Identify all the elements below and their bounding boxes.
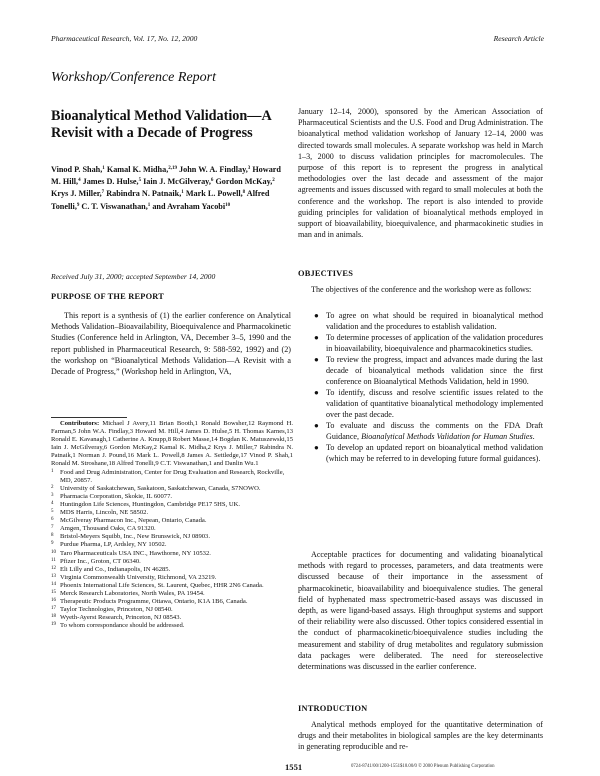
footer-code: 0724-8741/00/1200-1551$18.00/0 © 2000 Plenum Publishing Corporation [351, 764, 495, 769]
affiliation-text: Wyeth-Ayerst Research, Princeton, NJ 08543. [60, 614, 182, 622]
affiliation-text: Therapeutic Products Programme, Ottawa, Ontario, K1A 1B6, Canada. [60, 598, 248, 606]
affiliation-number: 15 [51, 589, 56, 595]
running-header-journal: Pharmaceutical Research, Vol. 17, No. 12, 2000 [51, 34, 198, 43]
affiliation-item [51, 525, 293, 533]
affiliation-item [51, 509, 293, 517]
objective-text: To evaluate and discuss the comments on the FDA Draft Guidance, [326, 420, 543, 441]
author-list [51, 164, 291, 213]
affiliation-number: 19 [51, 622, 56, 628]
bullet-icon: ● [314, 443, 319, 453]
author-name: Mark L. Powell, [185, 189, 243, 199]
affiliation-list [51, 469, 293, 631]
affiliation-item [51, 485, 293, 493]
affiliation-item [51, 541, 293, 549]
author-affiliation-mark: 3 [247, 166, 251, 171]
affiliation-number: 3 [51, 492, 54, 498]
affiliation-text: To whom correspondance should be addressed. [60, 622, 185, 630]
affiliation-number: 17 [51, 606, 56, 612]
author-affiliation-mark: 8 [242, 190, 246, 196]
affiliation-item [51, 517, 293, 525]
author-affiliation-mark: 2,19 [168, 166, 177, 171]
author-affiliation-mark: 6 [210, 178, 214, 184]
article-title: Bioanalytical Method Validation—A Revisit with a Decade of Progress [51, 108, 271, 141]
affiliation-text: Virginia Commonwealth University, Richmond, VA 23219. [60, 573, 217, 581]
author-affiliation-mark: 10 [225, 202, 231, 208]
affiliation-number: 11 [51, 557, 56, 563]
footnotes [51, 420, 293, 630]
affiliation-number: 8 [51, 533, 54, 539]
objective-item [312, 443, 543, 465]
affiliation-text: Pfizer Inc., Groton, CT 06340. [60, 557, 141, 565]
affiliation-item [51, 550, 293, 558]
objectives-intro: The objectives of the conference and the workshop were as follows: [311, 285, 532, 294]
objectives-list [312, 311, 543, 465]
purpose-continued: January 12–14, 2000), sponsored by the American Association of Pharmaceutical Scientists and the U.S. Food and Drug Administration. The bioanalytical method validation workshop of January 12–14, 2000 was directed towards small molecules. A separate workshop was held in March 1–3, 2000 to discuss validation principles for macromolecules. The purpose of this report is to represent the progress in analytical methodologies over the last decade and assessment of the major agreements and issues discussed with regard to small molecules at both the conference and the workshop. The report is also intended to provide guiding principles for validation of bioanalytical methods employed in support of bioavailability, bioequivalence, and pharmacokinetic studies in man and in animals. [298, 107, 543, 240]
author-affiliation-mark: 9 [76, 202, 80, 208]
author-name: Rabindra N. Patnaik, [106, 189, 182, 199]
page-number: 1551 [285, 762, 303, 772]
affiliation-number: 5 [51, 509, 54, 515]
author-name: John W. A. Findlay, [179, 165, 248, 174]
objectives-heading: OBJECTIVES [298, 269, 354, 278]
affiliation-number: 1 [51, 468, 54, 474]
affiliation-text: Taylor Technologies, Princeton, NJ 08540. [60, 606, 173, 614]
affiliation-number: 7 [51, 525, 54, 531]
footnote-rule [51, 417, 127, 418]
author-affiliation-mark: 7 [101, 190, 105, 196]
affiliation-item [51, 614, 293, 622]
author-name: Krys J. Miller, [51, 189, 102, 199]
received-date: Received July 31, 2000; accepted September 14, 2000 [51, 272, 216, 281]
affiliation-item [51, 558, 293, 566]
affiliation-number: 2 [51, 484, 54, 490]
affiliation-text: Phoenix International Life Sciences, St. Laurent, Quebec, HHR 2N6 Canada. [60, 581, 264, 589]
acceptable-practices-paragraph: Acceptable practices for documenting and validating bioanalytical methods with regard to processes, parameters, and data treatments were discussed because of their importance in the assessment of pharmacokinetic, bioavailability and bioequivalence studies. The general field of hyphenated mass spectrometric-based assays was discussed in depth, as were ligand-based assays. High throughput systems and support of their reliability were also discussed. Other topics considered essential in the conduct of pharmacokinetic/bioequivalence studies including the measurement and stability of drug metabolites and regulatory submission data packages were deliberated. The need for stereoselective determinations was discussed in the earlier conference. [298, 550, 543, 672]
affiliation-item [51, 501, 293, 509]
author-name: Howard M. Hill, [51, 165, 281, 187]
affiliation-item [51, 533, 293, 541]
author-affiliation-mark: 5 [138, 178, 142, 184]
affiliation-number: 13 [51, 573, 56, 579]
affiliation-text: Taro Pharmaceuticals USA INC., Hawthorne, NY 10532. [60, 549, 211, 557]
objective-item [312, 311, 543, 333]
affiliation-item [51, 622, 293, 630]
bullet-icon: ● [314, 311, 319, 320]
affiliation-item [51, 606, 293, 614]
objective-text: To identify, discuss and resolve scientific issues related to the validation of quantitative bioanalytical methodology implemented over the past decade. [326, 388, 543, 419]
affiliation-item [51, 574, 293, 582]
author-name: C. T. Viswanathan, [81, 201, 148, 211]
affiliation-text: MDS Harris, Lincoln, NE 58502. [60, 509, 149, 517]
author-name: Kamal K. Midha, [106, 165, 169, 174]
author-affiliation-mark: 1 [147, 202, 151, 208]
objective-item [312, 388, 543, 420]
bullet-icon: ● [314, 420, 319, 430]
affiliation-text: Merck Research Laboratories, North Wales, PA 19454. [60, 589, 205, 597]
affiliation-text: Bristol-Meyers Squibb, Inc., New Brunswick, NJ 08903. [60, 533, 210, 541]
contributors-names: Michael J Avery,11 Brian Booth,1 Ronald Bowsher,12 Raymond H. Farman,5 John W.A. Findlay,3 Howard M. Hill,4 James D. Hulse,5 H. Thomas Karnes,13 Ronald E. Kavanagh,1 Catherine A. Knupp,8 Robert Masse,14 Bogdan K. Matuszewski,15 Iain J. McGilveray,6 Gordon McKay,2 Kamal K. Midha,2 Krys J. Miller,7 Rabindra N. Patnaik,1 Norman J. Pound,16 Mark L. Powell,8 James A. Settledge,17 Vinod P. Shah,1 Ronald M. Stroshane,18 Alfred Tonelli,9 C.T. Viswanathan,1 and Danlin Wu.1 [51, 420, 293, 468]
affiliation-number: 10 [51, 549, 56, 555]
objective-text: To develop an updated report on bioanalytical method validation (which may be referred to in developing future formal guidances). [326, 443, 543, 463]
affiliation-text: Huntingdon Life Sciences, Huntingdon, Cambridge PE17 5HS, UK. [60, 500, 241, 508]
purpose-heading: PURPOSE OF THE REPORT [51, 292, 165, 301]
objective-text: To agree on what should be required in bioanalytical method validation and the procedures to establish validation. [326, 311, 543, 331]
affiliation-number: 16 [51, 598, 56, 604]
section-label: Workshop/Conference Report [51, 70, 216, 85]
affiliation-number: 18 [51, 614, 56, 620]
author-name: Iain J. McGilveray, [143, 177, 211, 187]
affiliation-text: Amgen, Thousand Oaks, CA 91320. [60, 525, 156, 533]
affiliation-number: 6 [51, 517, 54, 523]
guidance-title: Bioanalytical Methods Validation for Human Studies [361, 431, 533, 441]
author-name: Gordon McKay, [215, 177, 273, 187]
affiliation-item [51, 598, 293, 606]
author-name: Vinod P. Shah, [51, 165, 103, 174]
objective-item [312, 355, 543, 387]
author-affiliation-mark: 1 [102, 166, 105, 171]
affiliation-number: 12 [51, 565, 56, 571]
contributors-note [51, 420, 293, 469]
author-name: James D. Hulse, [82, 177, 139, 187]
affiliation-number: 4 [51, 500, 54, 506]
affiliation-text: Purdue Pharma, LP, Ardsley, NY 10502. [60, 541, 167, 549]
contributors-label: Contributors: [60, 420, 100, 427]
affiliation-text: Food and Drug Administration, Center for Drug Evaluation and Research, Rockville, MD, 20857. [60, 468, 285, 484]
bullet-icon: ● [314, 355, 319, 365]
purpose-paragraph: This report is a synthesis of (1) the earlier conference on Analytical Methods Validation–Bioavailability, Bioequivalence and Pharmacokinetic Studies (Conference held in Arlington, VA, December 3–5, 1990 and the report published in Pharmaceutical Research, 9: 588-592, 1992) and (2) the workshop on “Bioanalytical Methods Validation—A Revisit with a Decade of Progress,” (Workshop held in Arlington, VA, [51, 311, 291, 377]
author-name: Alfred Tonelli, [51, 189, 270, 211]
author-affiliation-mark: 4 [78, 178, 81, 184]
affiliation-item [51, 493, 293, 501]
affiliation-text: McGilveray Pharmacon Inc., Nepean, Ontario, Canada. [60, 517, 207, 525]
objective-item [312, 333, 543, 355]
objective-text: To determine processes of application of the validation procedures in bioavailability, bioequivalence and pharmacokinetics studies. [326, 333, 543, 353]
affiliation-item [51, 590, 293, 598]
objective-item [312, 421, 543, 443]
author-name: and [152, 201, 166, 211]
affiliation-number: 9 [51, 541, 54, 547]
affiliation-text: Pharmacia Corporation, Skokie, IL 60077. [60, 492, 173, 500]
introduction-heading: INTRODUCTION [298, 704, 368, 713]
bullet-icon: ● [314, 388, 319, 398]
author-affiliation-mark: 2 [272, 178, 275, 184]
objective-text-end: . [532, 431, 535, 441]
author-name: Avraham Yacobi [167, 201, 226, 211]
affiliation-item [51, 566, 293, 574]
introduction-paragraph: Analytical methods employed for the quantitative determination of drugs and their metabolites in biological samples are the key determinants in generating reproducible and re- [298, 720, 543, 752]
objective-text: To review the progress, impact and advances made during the last decade of bioanalytical methods validation since the first conference on Bioanalytical Methods Validation, held in 1990. [326, 355, 543, 386]
affiliation-item [51, 582, 293, 590]
affiliation-text: University of Saskatchewan, Saskatoon, Saskatchewan, Canada, S7NOWO. [60, 484, 261, 492]
affiliation-item [51, 469, 293, 485]
bullet-icon: ● [314, 333, 319, 343]
affiliation-text: Eli Lilly and Co., Indianapolis, IN 46285. [60, 565, 171, 573]
affiliation-number: 14 [51, 581, 56, 587]
author-affiliation-mark: 1 [181, 190, 184, 196]
running-header-type: Research Article [493, 34, 544, 43]
